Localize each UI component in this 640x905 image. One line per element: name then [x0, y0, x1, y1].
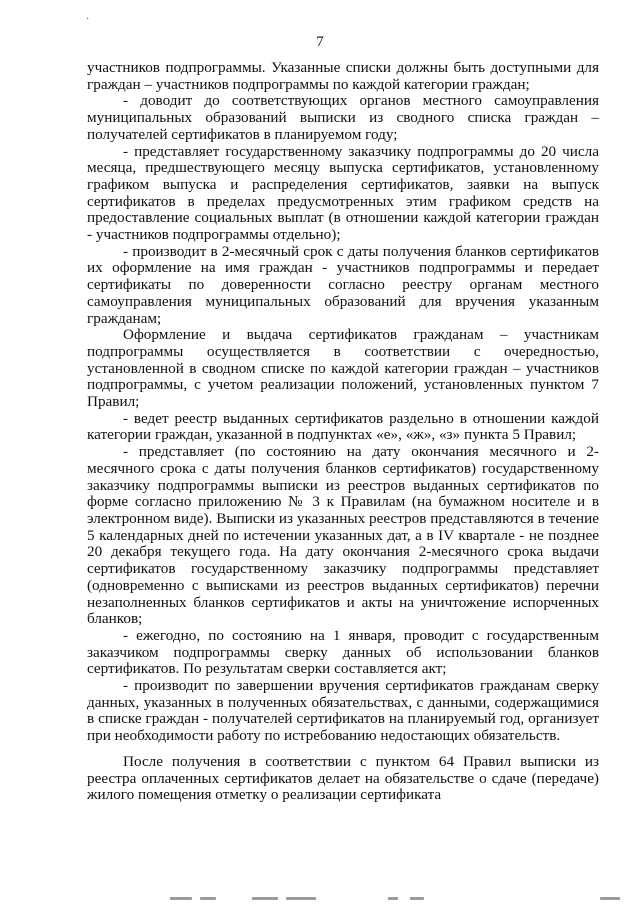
paragraph-4: - производит в 2-месячный срок с даты получения бланков сертификатов их оформление на имя граждан - участников подпрограммы и передает сертификаты по доверенности согласно реестру органам местного самоуправления муниципальных образований для вручения указанным гражданам;: [87, 242, 599, 327]
paragraph-7: - представляет (по состоянию на дату окончания месячного и 2-месячного срока с даты получения бланков сертификатов) государственному заказчику подпрограммы выписки из реестров выданных сертификатов по форме согласно приложению № 3 к Правилам (на бумажном носителе и в электронном виде). Выписки из указанных реестров представляются в течение 5 календарных дней по истечении указанных дат, а в IV квартале - не позднее 20 декабря текущего года. На дату окончания 2-месячного срока выдачи сертификатов государственному заказчику подпрограммы представляет (одновременно с выписками из реестров выданных сертификатов) перечни незаполненных бланков сертификатов и акты на уничтожение испорченных бланков;: [87, 443, 599, 628]
paragraph-6: - ведет реестр выданных сертификатов раздельно в отношении каждой категории граждан, указанной в подпунктах «е», «ж», «з» пункта 5 Правил;: [87, 409, 599, 444]
paragraph-10: После получения в соответствии с пунктом 64 Правил выписки из реестра оплаченных сертификатов делает на обязательстве о сдаче (передаче) жилого помещения отметку о реализации сертификата: [87, 752, 599, 804]
scan-footer-artifact: [0, 893, 640, 905]
paragraph-1: участников подпрограммы. Указанные списки должны быть доступными для граждан – участников подпрограммы по каждой категории граждан;: [87, 59, 599, 93]
paragraph-5: Оформление и выдача сертификатов гражданам – участникам подпрограммы осуществляется в соответствии с очередностью, установленной в сводном списке по каждой категории граждан – участников подпрограммы, с учетом реализации положений, установленных пунктом 7 Правил;: [87, 326, 599, 411]
document-body: [87, 60, 599, 804]
scan-speck: ·: [86, 14, 90, 25]
page-number: 7: [316, 34, 324, 50]
paragraph-2: - доводит до соответствующих органов местного самоуправления муниципальных образований выписки из сводного списка граждан – получателей сертификатов в планируемом году;: [87, 92, 599, 143]
paragraph-8: - ежегодно, по состоянию на 1 января, проводит с государственным заказчиком подпрограммы сверку данных об использовании бланков сертификатов. По результатам сверки составляется акт;: [87, 626, 599, 678]
paragraph-9: - производит по завершении вручения сертификатов гражданам сверку данных, указанных в полученных обязательствах, с данными, содержащимися в списке граждан - получателей сертификатов на планируемый год, организует при необходимости работу по истребованию недостающих обязательств.: [87, 677, 599, 745]
paragraph-3: - представляет государственному заказчику подпрограммы до 20 числа месяца, предшествующего месяцу выпуска сертификатов, установленному графиком выпуска и распределения сертификатов, заявки на выпуск сертификатов в пределах предусмотренных этим графиком средств на предоставление социальных выплат (в отношении каждой категории граждан - участников подпрограммы отдельно);: [87, 142, 599, 244]
